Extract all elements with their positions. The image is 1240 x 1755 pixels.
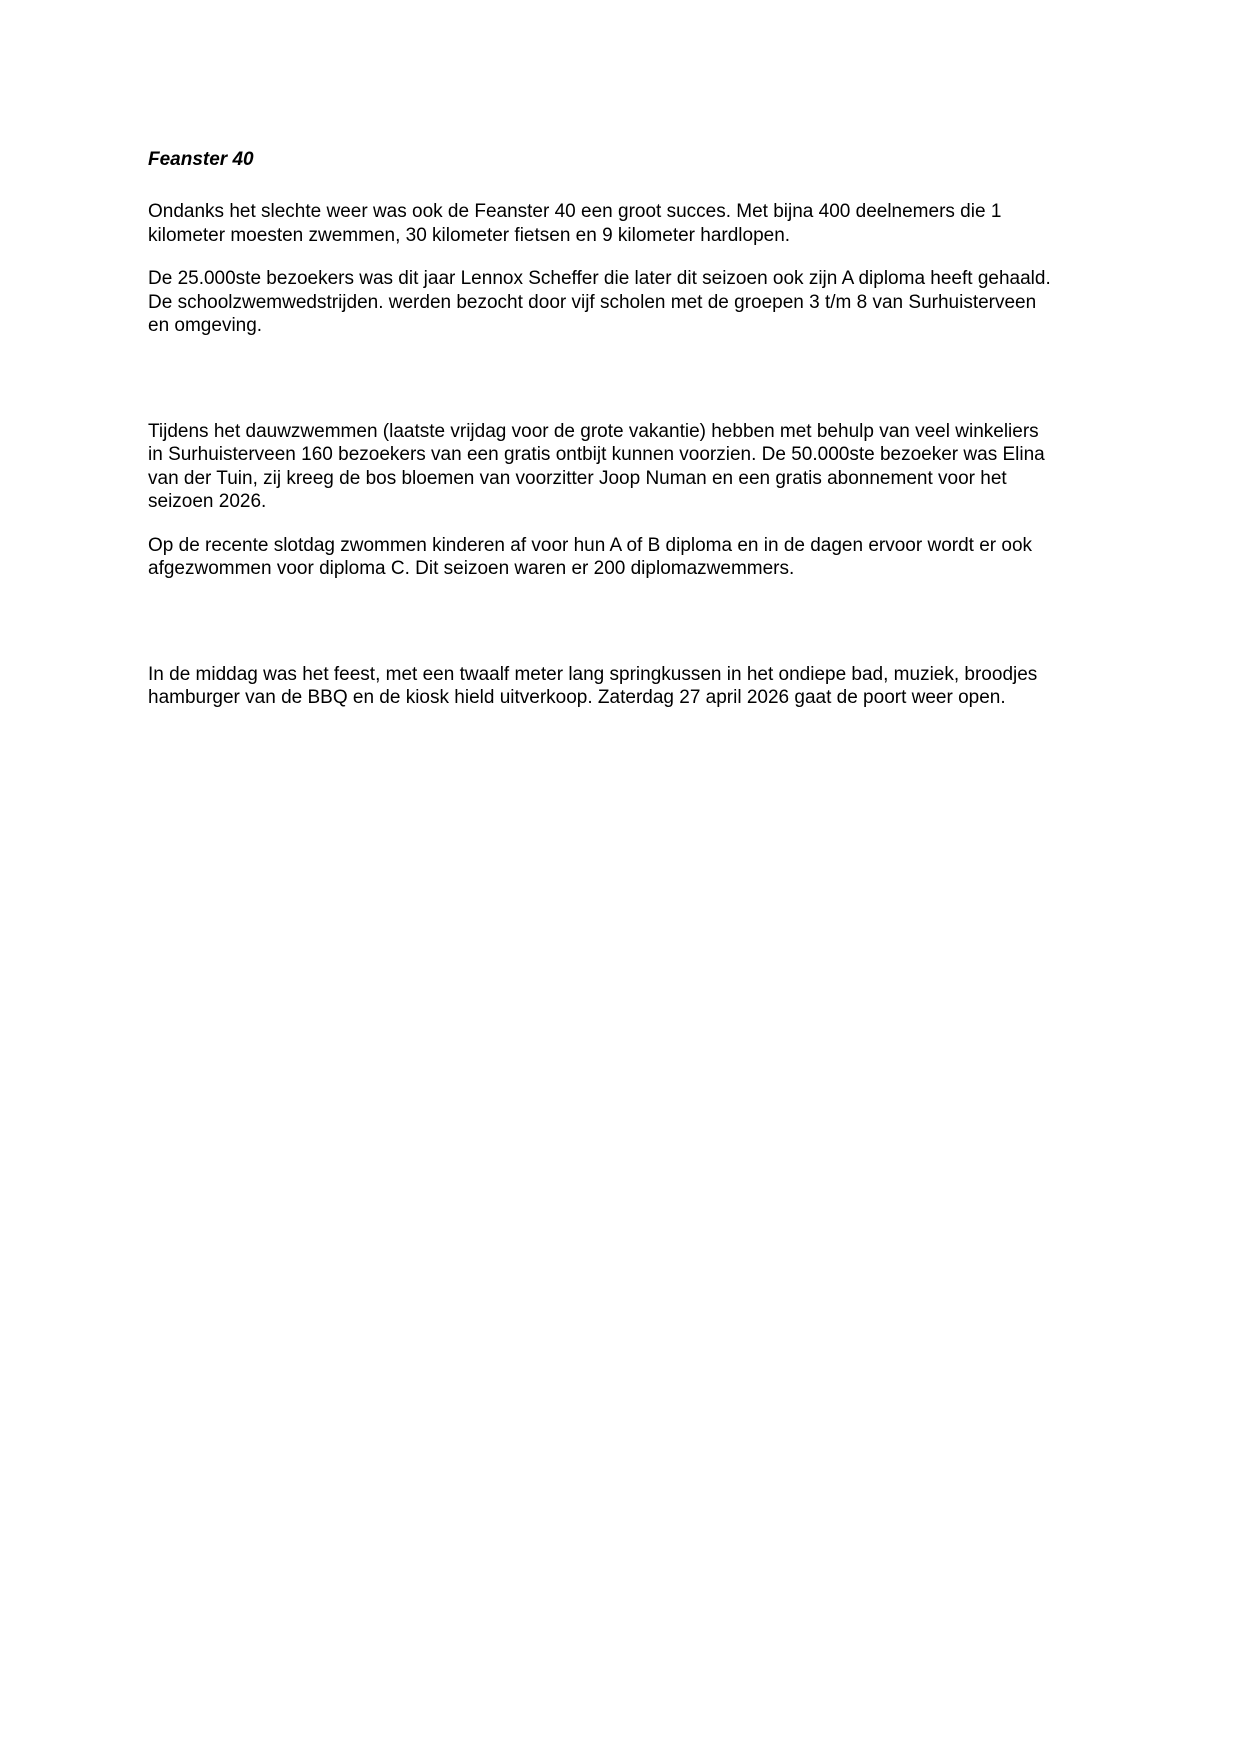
paragraph-line: Ondanks het slechte weer was ook de Feanster 40 een groot succes. Met bijna 400 deelnemers die 1 [148, 201, 1002, 222]
paragraph-line: seizoen 2026. [148, 491, 267, 512]
paragraph-line: kilometer moesten zwemmen, 30 kilometer fietsen en 9 kilometer hardlopen. [148, 224, 791, 246]
paragraph-line: In de middag was het feest, met een twaalf meter lang springkussen in het ondiepe bad, muziek, broodjes [148, 663, 1038, 685]
paragraph-slotdag [148, 534, 1098, 581]
paragraph-bezoekers [148, 267, 1098, 338]
paragraph-line: van der Tuin, zij kreeg de bos bloemen van voorzitter Joop Numan en een gratis abonnement voor het [148, 467, 1007, 489]
paragraph-dauwzwemmen [148, 420, 1098, 514]
paragraph-middag-feest [148, 663, 1098, 710]
paragraph-line: Tijdens het dauwzwemmen (laatste vrijdag voor de grote vakantie) hebben met behulp van veel winkeliers [148, 420, 1039, 442]
document-title: Feanster 40 [148, 149, 254, 170]
paragraph-line: hamburger van de BBQ en de kiosk hield uitverkoop. Zaterdag 27 april 2026 gaat de poort weer open. [148, 687, 1006, 708]
document-body [148, 148, 1098, 710]
paragraph-line: in Surhuisterveen 160 bezoekers van een gratis ontbijt kunnen voorzien. De 50.000ste bezoeker was Elina [148, 444, 1045, 465]
paragraph-line: afgezwommen voor diploma C. Dit seizoen waren er 200 diplomazwemmers. [148, 558, 795, 579]
paragraph-line: Op de recente slotdag zwommen kinderen af voor hun A of B diploma en in de dagen ervoor wordt er ook [148, 534, 1033, 556]
paragraph-feanster-40 [148, 200, 1098, 247]
paragraph-line: De 25.000ste bezoekers was dit jaar Lennox Scheffer die later dit seizoen ook zijn A diploma heeft gehaald. [148, 268, 1051, 289]
paragraph-line: De schoolzwemwedstrijden. werden bezocht door vijf scholen met de groepen 3 t/m 8 van Surhuisterveen [148, 291, 1037, 313]
paragraph-line: en omgeving. [148, 315, 263, 336]
